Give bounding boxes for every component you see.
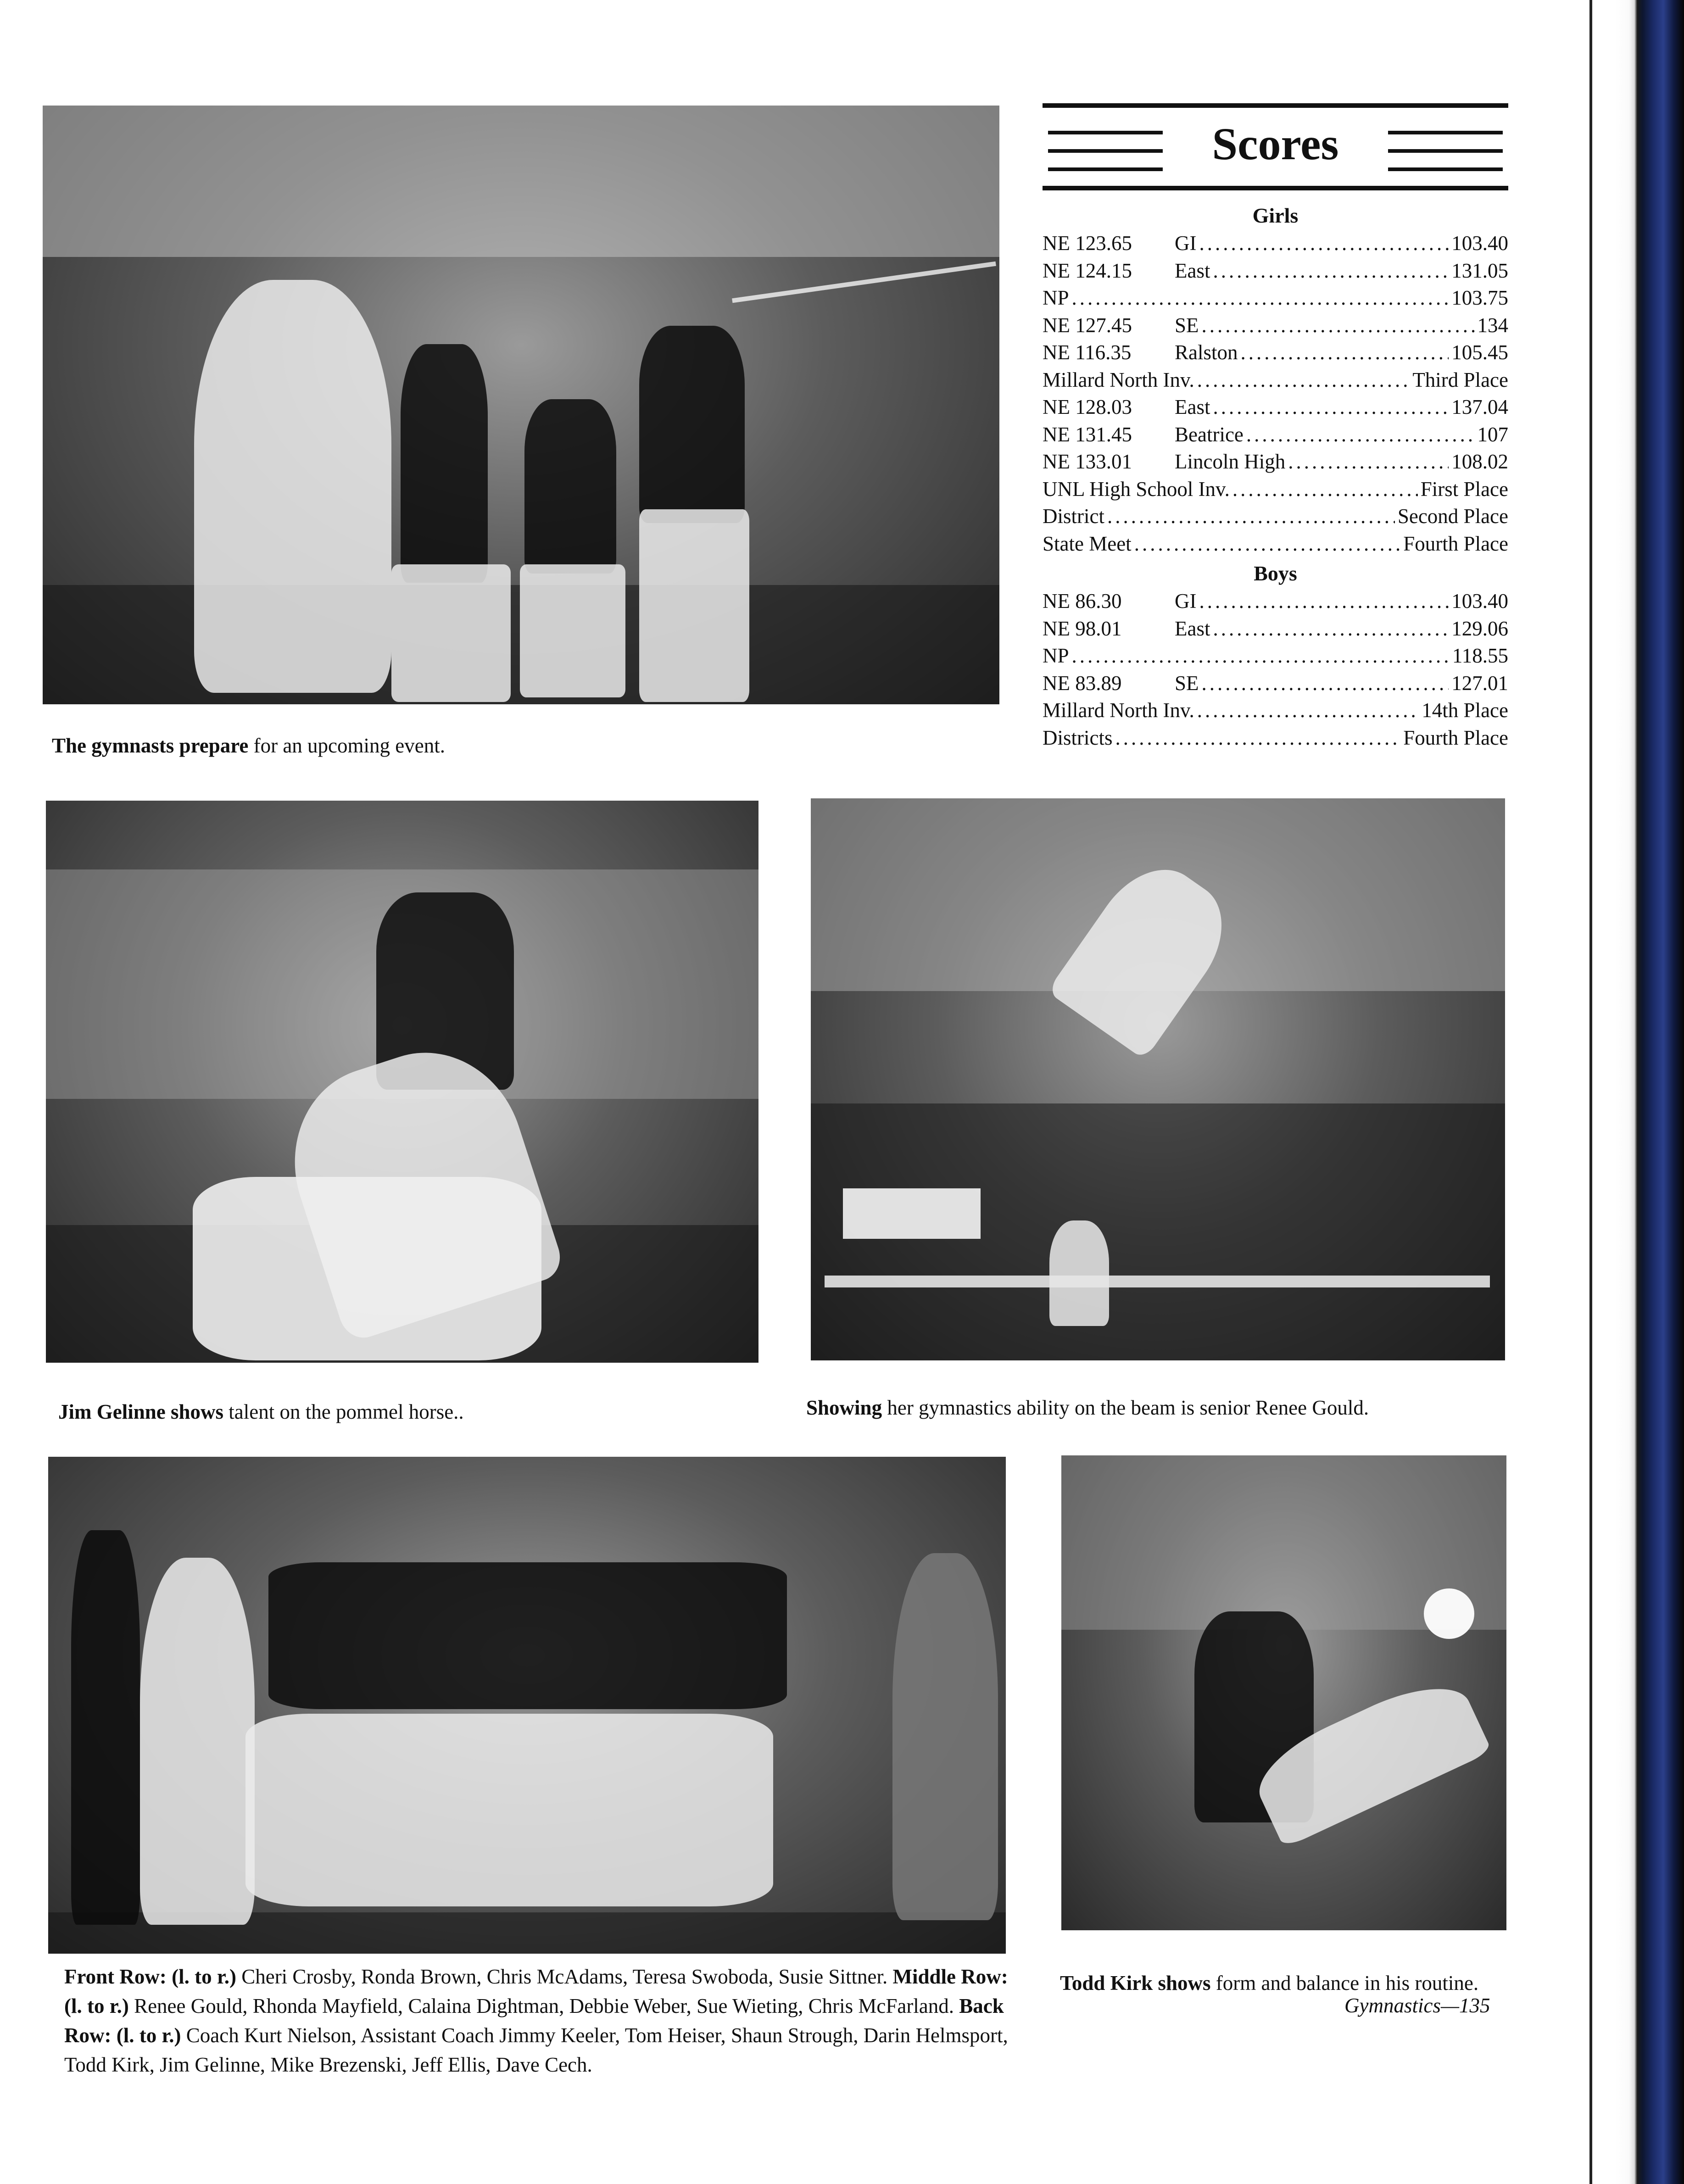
opponent: State Meet bbox=[1043, 532, 1132, 555]
girls-heading: Girls bbox=[1252, 204, 1299, 227]
opponent: Millard North Inv. bbox=[1043, 699, 1194, 722]
result: 129.06 bbox=[1451, 617, 1508, 640]
ne-score: NE 127.45 bbox=[1043, 313, 1132, 337]
dot-leader bbox=[1072, 642, 1450, 670]
result: Fourth Place bbox=[1403, 532, 1508, 555]
score-row bbox=[1043, 448, 1508, 476]
caption-team: Front Row: (l. to r.) Cheri Crosby, Ronda Brown, Chris McAdams, Teresa Swoboda, Susie Sittner. Middle Row: (l. to r.) Renee Gould, Rhonda Mayfield, Calaina Dightman, Debbie Weber, Sue Wieting, Chris McFarland. Back Row: (l. to r.) Coach Kurt Nielson, Assistant Coach Jimmy Keeler, Tom Heiser, Shaun Strough, Darin Helmsport, Todd Kirk, Jim Gelinne, Mike Brezenski, Jeff Ellis, Dave Cech. bbox=[64, 1965, 1008, 2076]
opponent: Millard North Inv. bbox=[1043, 368, 1194, 391]
boys-heading: Boys bbox=[1254, 562, 1297, 585]
top-rule bbox=[1043, 103, 1508, 108]
opponent: GI bbox=[1175, 590, 1197, 613]
binding-edge-line bbox=[1589, 0, 1592, 2184]
score-row bbox=[1043, 588, 1508, 615]
caption-rings: Todd Kirk shows form and balance in his routine. bbox=[1060, 1972, 1479, 1995]
dot-leader bbox=[1241, 339, 1449, 367]
opponent: Lincoln High bbox=[1175, 450, 1286, 473]
dot-leader bbox=[1197, 697, 1419, 724]
score-row bbox=[1043, 697, 1508, 724]
score-row bbox=[1043, 394, 1508, 421]
result: 108.02 bbox=[1451, 450, 1508, 473]
dot-leader bbox=[1202, 670, 1449, 697]
score-row bbox=[1043, 503, 1508, 530]
score-row bbox=[1043, 724, 1508, 752]
page-folio: Gymnastics—135 bbox=[1344, 1994, 1490, 2017]
result: 103.40 bbox=[1451, 590, 1508, 613]
score-row bbox=[1043, 339, 1508, 367]
ne-score: NE 86.30 bbox=[1043, 590, 1122, 613]
dot-leader bbox=[1197, 367, 1410, 394]
opponent: UNL High School Inv. bbox=[1043, 477, 1230, 501]
bottom-rule bbox=[1043, 186, 1508, 190]
caption-beam: Showing her gymnastics ability on the beam is senior Renee Gould. bbox=[806, 1396, 1369, 1419]
ne-score: NE 98.01 bbox=[1043, 617, 1122, 640]
score-row bbox=[1043, 476, 1508, 503]
scores-title: Scores bbox=[1212, 118, 1339, 169]
score-row bbox=[1043, 642, 1508, 670]
ne-score: NE 83.89 bbox=[1043, 671, 1122, 695]
result: 107 bbox=[1477, 423, 1508, 446]
opponent: Beatrice bbox=[1175, 423, 1243, 446]
result: Second Place bbox=[1397, 505, 1508, 528]
opponent: East bbox=[1175, 617, 1210, 640]
opponent: SE bbox=[1175, 671, 1199, 695]
scores-box bbox=[1043, 103, 1508, 752]
photo-gymnasts-prepare bbox=[43, 106, 999, 704]
dot-leader bbox=[1134, 530, 1401, 558]
ne-score: NE 123.65 bbox=[1043, 232, 1132, 255]
opponent: East bbox=[1175, 396, 1210, 418]
opponent: East bbox=[1175, 259, 1210, 282]
result: 14th Place bbox=[1422, 699, 1508, 722]
caption-gymnasts-prepare: The gymnasts prepare for an upcoming event. bbox=[52, 734, 445, 757]
result: 137.04 bbox=[1451, 396, 1508, 418]
scores-header bbox=[1043, 103, 1508, 200]
dot-leader bbox=[1213, 257, 1449, 285]
opponent: District bbox=[1043, 505, 1104, 528]
ne-score: NE 128.03 bbox=[1043, 396, 1132, 418]
dot-leader bbox=[1202, 312, 1475, 340]
score-row bbox=[1043, 257, 1508, 285]
page-binding-edge bbox=[1615, 0, 1684, 2184]
opponent: SE bbox=[1175, 313, 1199, 337]
score-row bbox=[1043, 670, 1508, 697]
score-row bbox=[1043, 615, 1508, 643]
opponent: NP bbox=[1043, 644, 1069, 667]
dot-leader bbox=[1072, 284, 1449, 312]
result: Fourth Place bbox=[1403, 726, 1508, 749]
boys-score-list bbox=[1043, 588, 1508, 752]
dot-leader bbox=[1246, 421, 1475, 449]
ne-score: NE 131.45 bbox=[1043, 423, 1132, 446]
result: 134 bbox=[1477, 313, 1508, 337]
dot-leader bbox=[1288, 448, 1449, 476]
result: 103.75 bbox=[1451, 286, 1508, 309]
photo-pommel-horse bbox=[46, 801, 758, 1363]
photo-team bbox=[48, 1457, 1006, 1954]
photo-beam bbox=[811, 798, 1505, 1360]
result: First Place bbox=[1420, 477, 1508, 501]
result: 127.01 bbox=[1451, 671, 1508, 695]
score-row bbox=[1043, 312, 1508, 340]
dot-leader bbox=[1199, 230, 1449, 257]
ne-score: NE 116.35 bbox=[1043, 341, 1132, 364]
ne-score: NE 133.01 bbox=[1043, 450, 1132, 473]
dot-leader bbox=[1213, 394, 1449, 421]
score-row bbox=[1043, 367, 1508, 394]
result: 105.45 bbox=[1451, 341, 1508, 364]
dot-leader bbox=[1213, 615, 1449, 643]
dot-leader bbox=[1115, 724, 1401, 752]
result: Third Place bbox=[1412, 368, 1508, 391]
score-row bbox=[1043, 421, 1508, 449]
dot-leader bbox=[1199, 588, 1449, 615]
score-row bbox=[1043, 530, 1508, 558]
opponent: Districts bbox=[1043, 726, 1113, 749]
ne-score: NE 124.15 bbox=[1043, 259, 1132, 282]
result: 118.55 bbox=[1452, 644, 1508, 667]
opponent: NP bbox=[1043, 286, 1069, 309]
result: 131.05 bbox=[1451, 259, 1508, 282]
score-row bbox=[1043, 230, 1508, 257]
dot-leader bbox=[1107, 503, 1395, 530]
photo-rings bbox=[1061, 1455, 1506, 1930]
opponent: GI bbox=[1175, 232, 1197, 255]
result: 103.40 bbox=[1451, 232, 1508, 255]
girls-score-list bbox=[1043, 230, 1508, 557]
opponent: Ralston bbox=[1175, 341, 1238, 364]
score-row bbox=[1043, 284, 1508, 312]
dot-leader bbox=[1232, 476, 1418, 503]
caption-pommel-horse: Jim Gelinne shows talent on the pommel horse.. bbox=[58, 1400, 464, 1423]
